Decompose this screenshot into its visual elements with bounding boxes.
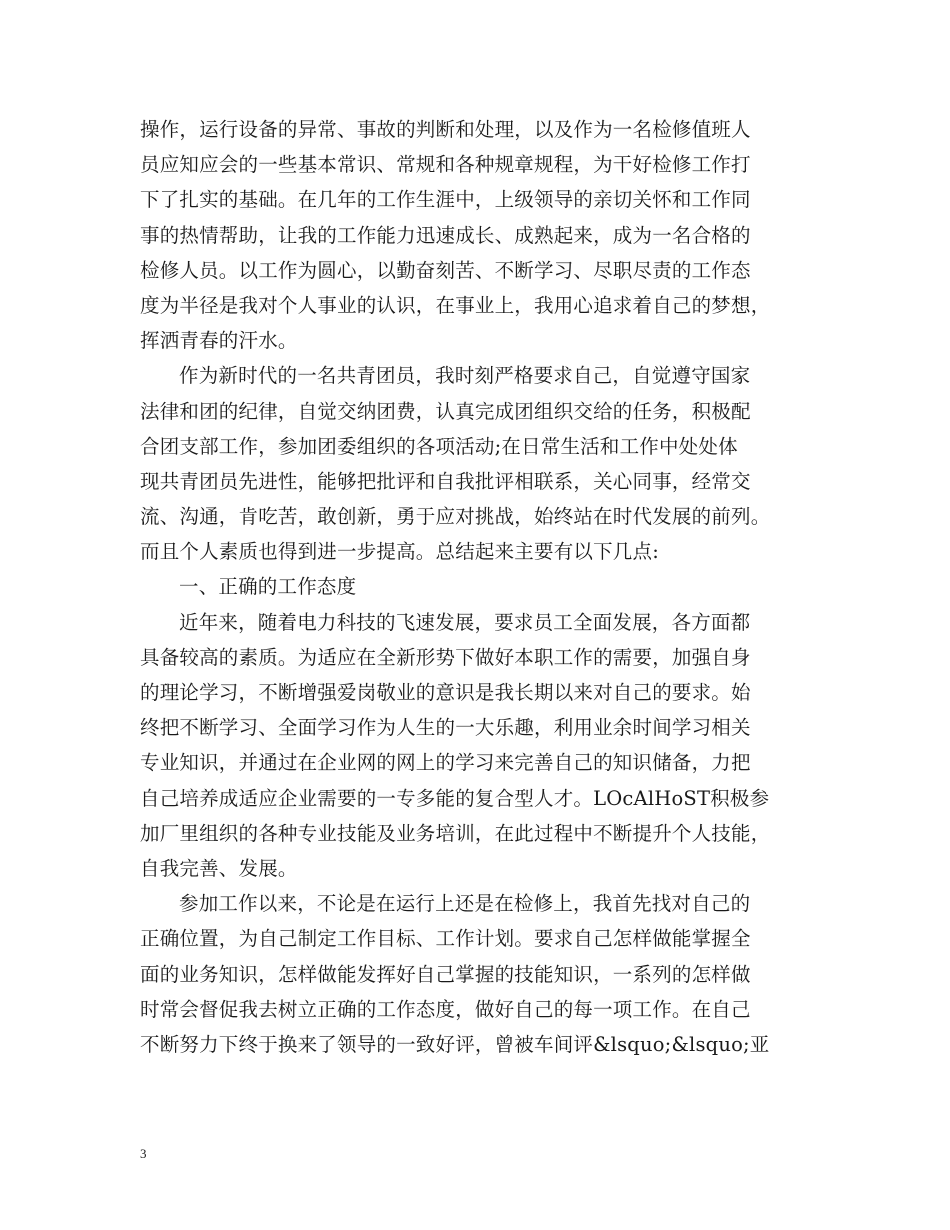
text-line: 现共青团员先进性，能够把批评和自我批评相联系，关心同事，经常交 bbox=[140, 469, 751, 493]
text-line: 下了扎实的基础。在几年的工作生涯中，上级领导的亲切关怀和工作同 bbox=[140, 188, 751, 212]
body-text bbox=[140, 112, 824, 1062]
text-line: 加厂里组织的各种专业技能及业务培训，在此过程中不断提升个人技能， bbox=[140, 821, 771, 845]
text-line: 流、沟通，肯吃苦，敢创新，勇于应对挑战，始终站在时代发展的前列。 bbox=[140, 505, 771, 529]
text-line: 的理论学习，不断增强爱岗敬业的意识是我长期以来对自己的要求。始 bbox=[140, 681, 751, 704]
text-line: 度为半径是我对个人事业的认识，在事业上，我用心追求着自己的梦想， bbox=[140, 293, 771, 317]
text-line: 合团支部工作，参加团委组织的各项活动;在日常生活和工作中处处体 bbox=[140, 434, 738, 458]
text-line: 不断努力下终于换来了领导的一致好评，曾被车间评&lsquo;&lsquo;亚 bbox=[140, 1032, 770, 1056]
text-line: 检修人员。以工作为圆心，以勤奋刻苦、不断学习、尽职尽责的工作态 bbox=[140, 258, 751, 282]
text-line: 挥洒青春的汗水。 bbox=[140, 329, 298, 353]
text-line: 而且个人素质也得到进一步提高。总结起来主要有以下几点: bbox=[140, 540, 659, 564]
paragraph-first-line: 作为新时代的一名共青团员，我时刻严格要求自己，自觉遵守国家 bbox=[179, 364, 751, 388]
text-line: 事的热情帮助，让我的工作能力迅速成长、成熟起来，成为一名合格的 bbox=[140, 223, 751, 247]
text-line: 正确位置，为自己制定工作目标、工作计划。要求自己怎样做能掌握全 bbox=[140, 927, 751, 951]
section-heading: 一、正确的工作态度 bbox=[179, 575, 357, 599]
text-line: 时常会督促我去树立正确的工作态度，做好自己的每一项工作。在自己 bbox=[140, 997, 751, 1021]
text-line: 终把不断学习、全面学习作为人生的一大乐趣，利用业余时间学习相关 bbox=[140, 716, 751, 740]
paragraph-first-line: 参加工作以来，不论是在运行上还是在检修上，我首先找对自己的 bbox=[179, 892, 751, 916]
text-line: 员应知应会的一些基本常识、常规和各种规章规程，为干好检修工作打 bbox=[140, 153, 751, 177]
text-line: 操作，运行设备的异常、事故的判断和处理，以及作为一名检修值班人 bbox=[140, 118, 751, 141]
text-line: 具备较高的素质。为适应在全新形势下做好本职工作的需要，加强自身 bbox=[140, 645, 751, 669]
page-number: 3 bbox=[140, 1146, 147, 1161]
text-line: 面的业务知识，怎样做能发挥好自己掌握的技能知识，一系列的怎样做 bbox=[140, 962, 751, 986]
text-line: 法律和团的纪律，自觉交纳团费，认真完成团组织交给的任务，积极配 bbox=[140, 399, 751, 423]
text-line: 自我完善、发展。 bbox=[140, 856, 298, 880]
text-line: 专业知识，并通过在企业网的网上的学习来完善自己的知识储备，力把 bbox=[140, 751, 751, 775]
text-line: 自己培养成适应企业需要的一专多能的复合型人才。LOcAlHoST积极参 bbox=[140, 786, 770, 810]
paragraph-first-line: 近年来，随着电力科技的飞速发展，要求员工全面发展，各方面都 bbox=[179, 610, 751, 634]
